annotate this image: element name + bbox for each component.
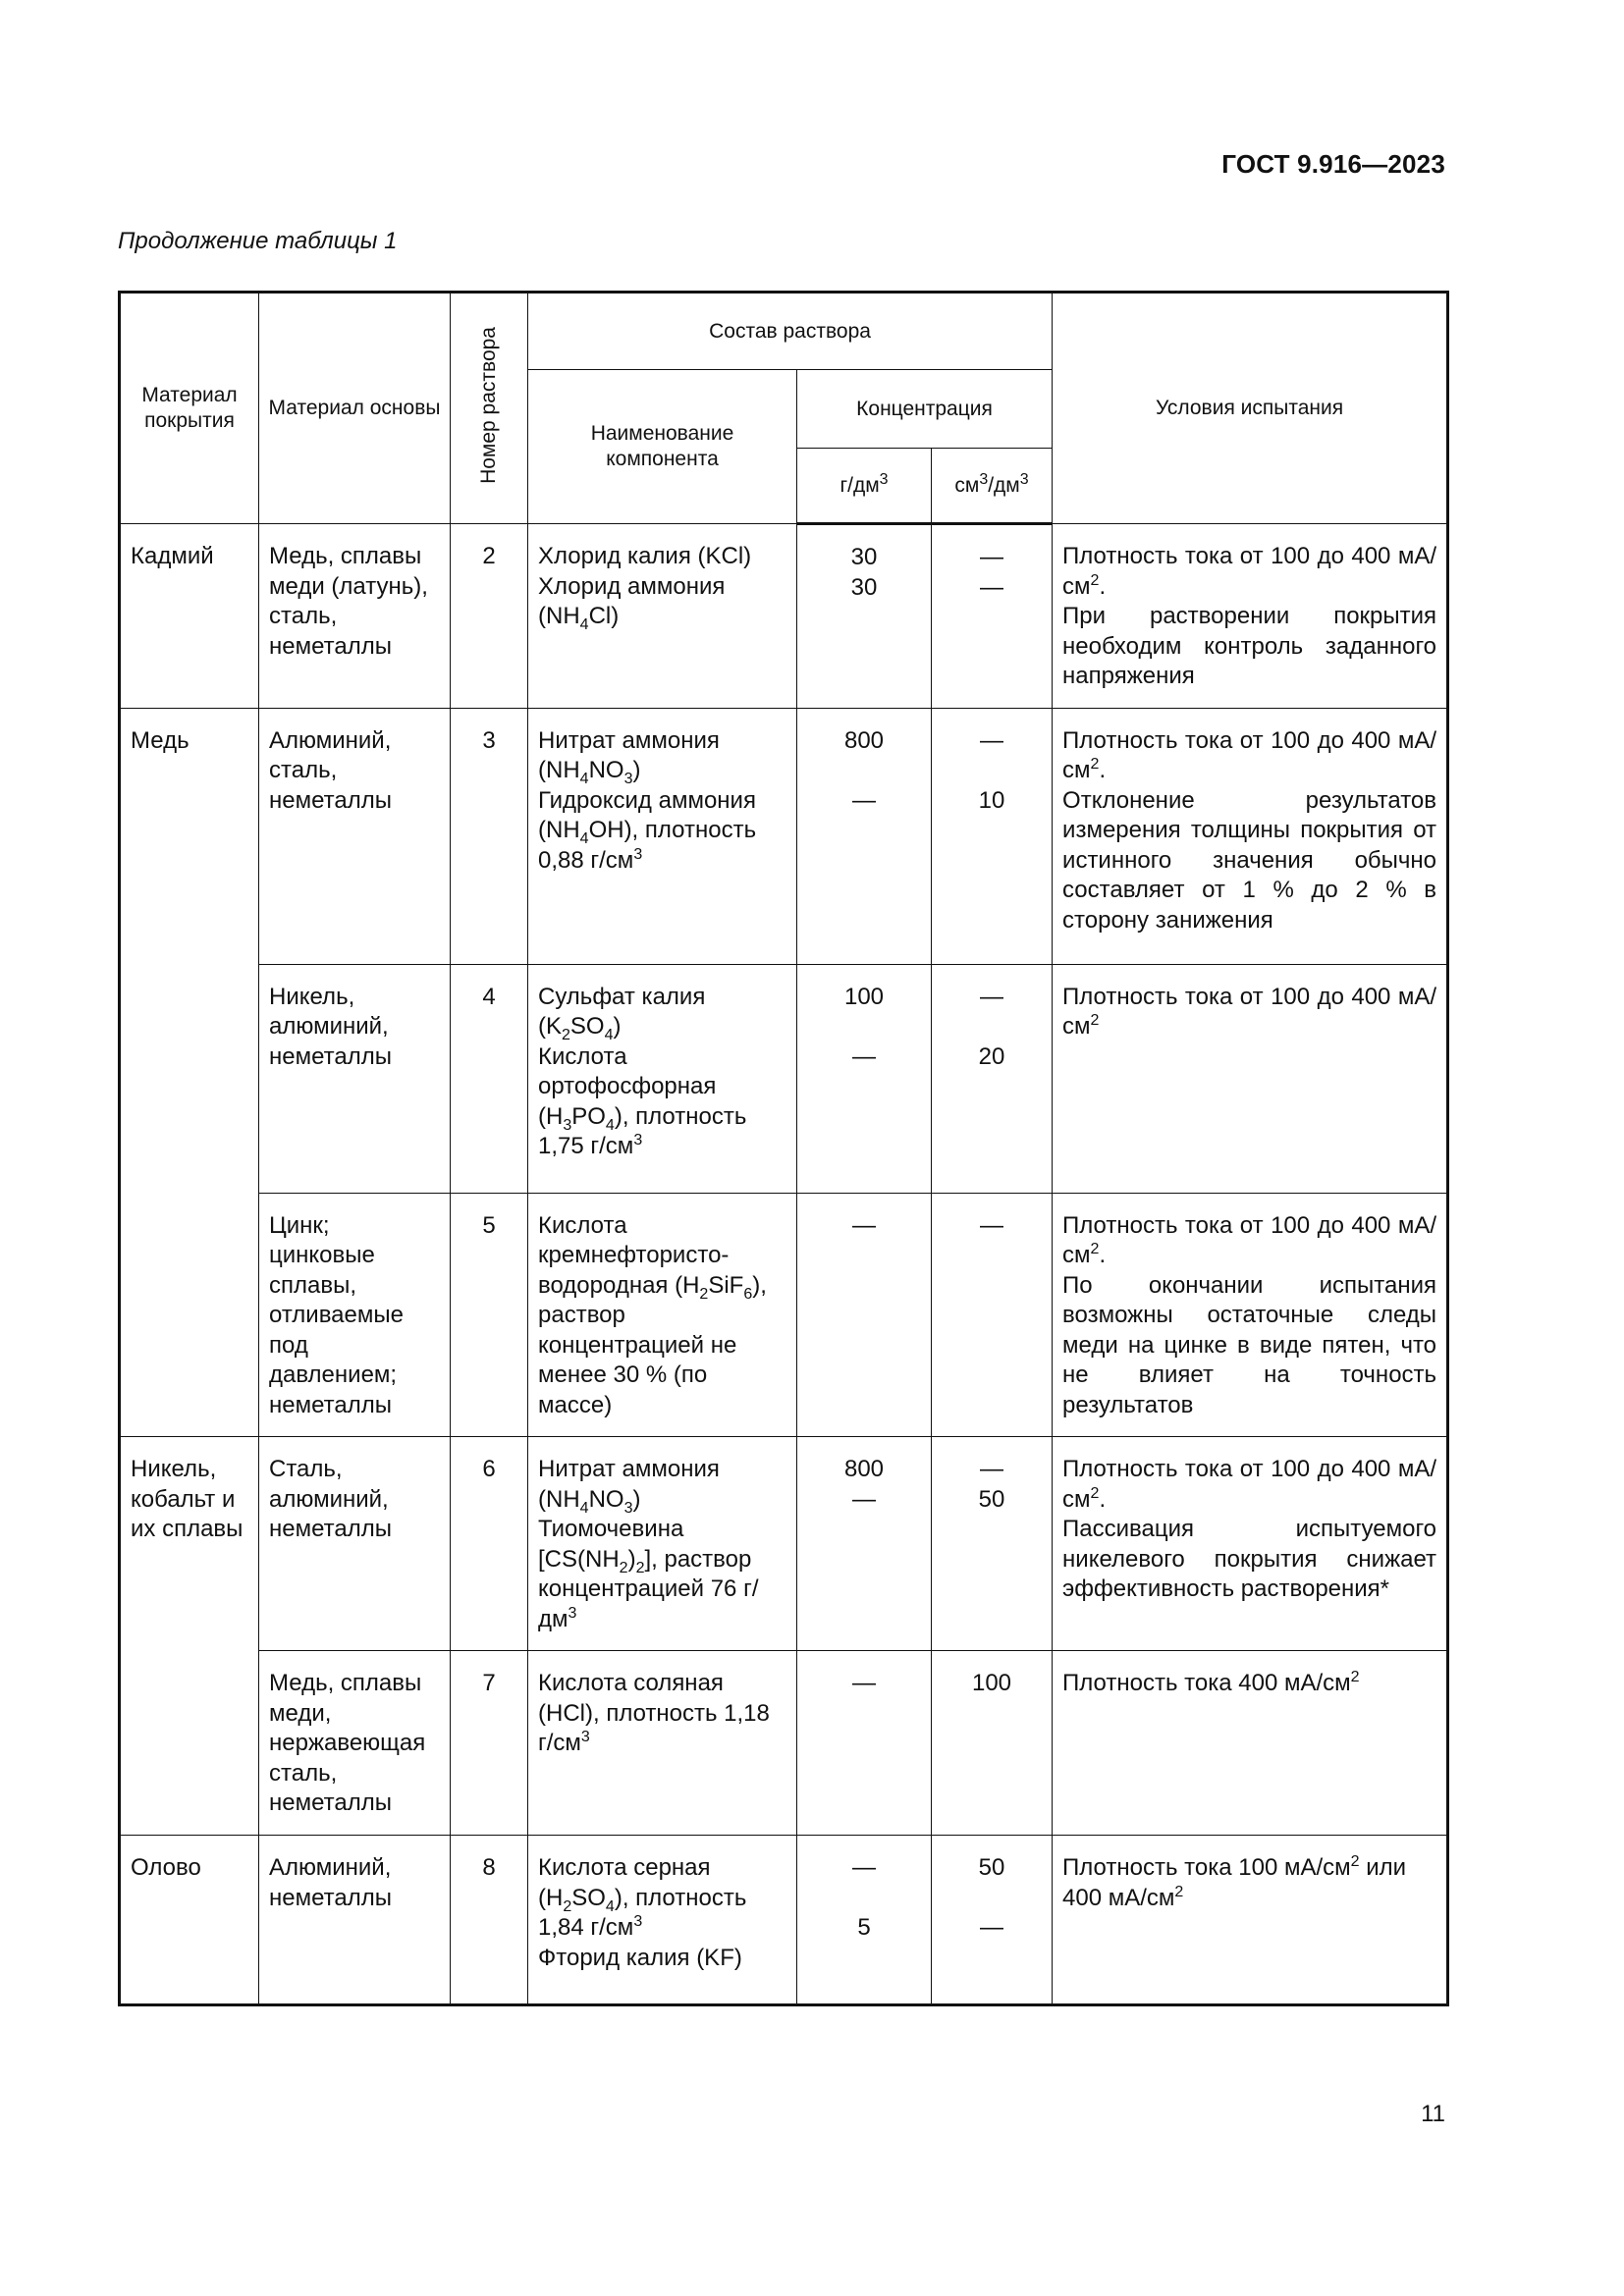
component-cell: Нитрат аммония $(NH_4NO_3)$ Тиомочевина $[CS(NH_2)_2]$, раствор концентрацией 76 $г/дм^3$	[528, 1437, 797, 1651]
header-solution-number: Номер раствора	[451, 293, 528, 524]
coating-material-cell-continued	[120, 964, 259, 1193]
base-material-cell: Никель, алюминий, неметаллы	[259, 964, 451, 1193]
solution-number-cell: 8	[451, 1836, 528, 2005]
test-conditions-cell: Плотность тока 400 $мА/см^2$	[1053, 1651, 1448, 1836]
table-row	[120, 708, 1448, 964]
solution-composition-table	[118, 291, 1449, 2006]
test-conditions-cell: Плотность тока 100 $мА/см^2$ или 400 $мА/см^2$	[1053, 1836, 1448, 2005]
coating-material-cell-continued	[120, 1193, 259, 1437]
concentration-g-cell: —	[797, 1651, 932, 1836]
header-unit-g-per-dm3: $г/дм^3$	[797, 449, 932, 524]
table-row	[120, 524, 1448, 709]
concentration-cm-cell: — 50	[932, 1437, 1053, 1651]
coating-material-cell: Кадмий	[120, 524, 259, 709]
concentration-cm-cell: — —	[932, 524, 1053, 709]
solution-number-cell: 7	[451, 1651, 528, 1836]
standard-designation: ГОСТ 9.916—2023	[1221, 149, 1445, 179]
concentration-cm-cell: 100	[932, 1651, 1053, 1836]
table-row	[120, 964, 1448, 1193]
base-material-cell: Цинк; цинковые сплавы, отливаемые под давлением; неметаллы	[259, 1193, 451, 1437]
component-cell: Хлорид калия (KCl) Хлорид аммония $(NH_4Cl)$	[528, 524, 797, 709]
header-base-material: Материал основы	[259, 293, 451, 524]
concentration-cm-cell: 50 —	[932, 1836, 1053, 2005]
concentration-g-cell: 100 —	[797, 964, 932, 1193]
table-row	[120, 1651, 1448, 1836]
test-conditions-cell: Плотность тока от 100 до 400 $мА/см^2$. При растворении покрытия необходим контроль заданного напряжения	[1053, 524, 1448, 709]
concentration-g-cell: 800 —	[797, 708, 932, 964]
component-cell: Кислота серная $(H_2SO_4)$, плотность 1,84 $г/см^3$ Фторид калия (KF)	[528, 1836, 797, 2005]
header-test-conditions: Условия испытания	[1053, 293, 1448, 524]
component-cell: Кислота кремнефтористо-водородная $(H_2SiF_6)$, раствор концентрацией не менее 30 % (по массе)	[528, 1193, 797, 1437]
table-row	[120, 1836, 1448, 2005]
concentration-cm-cell: —	[932, 1193, 1053, 1437]
header-unit-cm3-per-dm3: $см^3/дм^3$	[932, 449, 1053, 524]
solution-number-cell: 5	[451, 1193, 528, 1437]
table-row	[120, 1193, 1448, 1437]
coating-material-cell-continued	[120, 1651, 259, 1836]
test-conditions-cell: Плотность тока от 100 до 400 $мА/см^2$. Пассивация испытуемого никелевого покрытия снижает эффективность растворения*	[1053, 1437, 1448, 1651]
table-row	[120, 1437, 1448, 1651]
component-cell: Нитрат аммония $(NH_4NO_3)$ Гидроксид аммония $(NH_4OH)$, плотность 0,88 $г/см^3$	[528, 708, 797, 964]
header-concentration: Концентрация	[797, 370, 1053, 449]
header-coating-material: Материал покрытия	[120, 293, 259, 524]
header-component-name: Наименование компонента	[528, 370, 797, 524]
concentration-g-cell: 800 —	[797, 1437, 932, 1651]
base-material-cell: Медь, сплавы меди (латунь), сталь, неметаллы	[259, 524, 451, 709]
test-conditions-cell: Плотность тока от 100 до 400 $мА/см^2$	[1053, 964, 1448, 1193]
test-conditions-cell: Плотность тока от 100 до 400 $мА/см^2$. Отклонение результатов измерения толщины покрытия от истинного значения обычно составляет от 1 % до 2 % в сторону занижения	[1053, 708, 1448, 964]
component-cell: Кислота соляная (HCl), плотность 1,18 $г/см^3$	[528, 1651, 797, 1836]
base-material-cell: Медь, сплавы меди, нержавеющая сталь, неметаллы	[259, 1651, 451, 1836]
concentration-g-cell: 30 30	[797, 524, 932, 709]
solution-number-cell: 4	[451, 964, 528, 1193]
concentration-cm-cell: — 10	[932, 708, 1053, 964]
coating-material-cell: Никель, кобальт и их сплавы	[120, 1437, 259, 1651]
table-continuation-caption: Продолжение таблицы 1	[118, 228, 398, 254]
solution-number-cell: 3	[451, 708, 528, 964]
coating-material-cell: Медь	[120, 708, 259, 964]
base-material-cell: Алюминий, неметаллы	[259, 1836, 451, 2005]
page-number: 11	[1421, 2101, 1445, 2127]
component-cell: Сульфат калия $(K_2SO_4)$ Кислота ортофосфорная $(H_3PO_4)$, плотность 1,75 $г/см^3$	[528, 964, 797, 1193]
concentration-cm-cell: — 20	[932, 964, 1053, 1193]
solution-number-cell: 6	[451, 1437, 528, 1651]
concentration-g-cell: — 5	[797, 1836, 932, 2005]
coating-material-cell: Олово	[120, 1836, 259, 2005]
header-solution-composition: Состав раствора	[528, 293, 1053, 370]
test-conditions-cell: Плотность тока от 100 до 400 $мА/см^2$. По окончании испытания возможны остаточные следы меди на цинке в виде пятен, что не влияет на точность результатов	[1053, 1193, 1448, 1437]
base-material-cell: Сталь, алюминий, неметаллы	[259, 1437, 451, 1651]
concentration-g-cell: —	[797, 1193, 932, 1437]
base-material-cell: Алюминий, сталь, неметаллы	[259, 708, 451, 964]
solution-number-cell: 2	[451, 524, 528, 709]
